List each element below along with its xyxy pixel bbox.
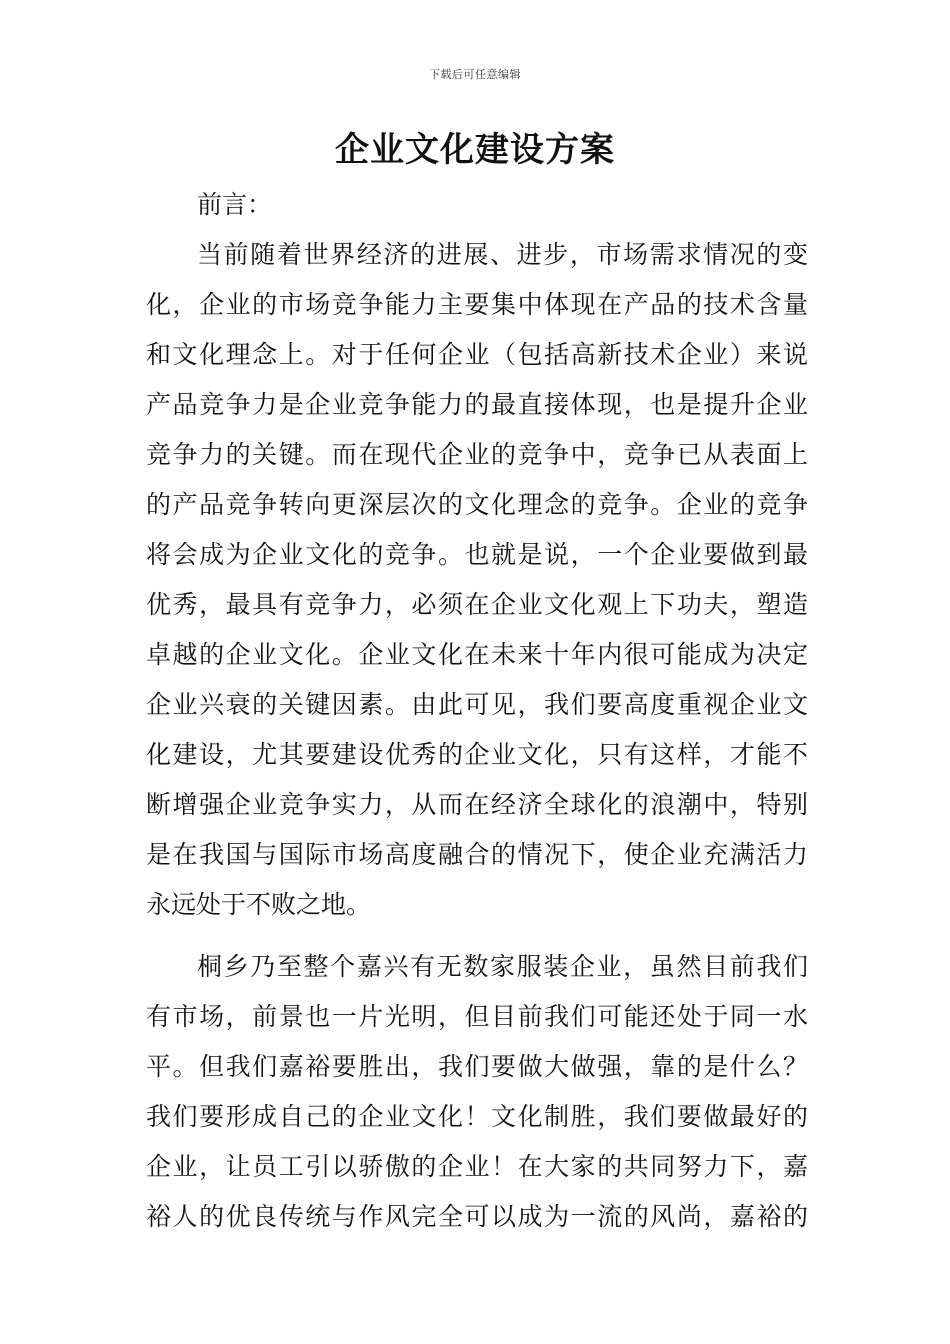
paragraph-line: 和文化理念上。对于任何企业（包括高新技术企业）来说 bbox=[146, 340, 808, 369]
paragraph-line: 是在我国与国际市场高度融合的情况下，使企业充满活力 bbox=[146, 840, 808, 869]
paragraph-line: 企业兴衰的关键因素。由此可见，我们要高度重视企业文 bbox=[146, 690, 808, 719]
paragraph-line: 将会成为企业文化的竞争。也就是说，一个企业要做到最 bbox=[146, 540, 808, 569]
paragraph-line: 桐乡乃至整个嘉兴有无数家服装企业，虽然目前我们 bbox=[197, 952, 808, 981]
paragraph-line: 化，企业的市场竞争能力主要集中体现在产品的技术含量 bbox=[146, 290, 808, 319]
paragraph-line: 卓越的企业文化。企业文化在未来十年内很可能成为决定 bbox=[146, 640, 808, 669]
header-note: 下载后可任意编辑 bbox=[429, 68, 521, 81]
document-title: 企业文化建设方案 bbox=[335, 130, 615, 170]
paragraph-2 bbox=[146, 942, 808, 1242]
paragraph-line: 竞争力的关键。而在现代企业的竞争中，竞争已从表面上 bbox=[146, 440, 808, 469]
paragraph-line: 平。但我们嘉裕要胜出，我们要做大做强，靠的是什么？ bbox=[146, 1052, 808, 1081]
paragraph-1 bbox=[146, 230, 808, 930]
preface-label: 前言： bbox=[197, 190, 273, 219]
paragraph-line: 断增强企业竞争实力，从而在经济全球化的浪潮中，特别 bbox=[146, 790, 808, 819]
document-body bbox=[146, 180, 808, 1242]
paragraph-line: 优秀，最具有竞争力，必须在企业文化观上下功夫，塑造 bbox=[146, 590, 808, 619]
paragraph-gap bbox=[146, 930, 808, 942]
paragraph-line: 永远处于不败之地。 bbox=[146, 890, 372, 919]
paragraph-line: 裕人的优良传统与作风完全可以成为一流的风尚，嘉裕的 bbox=[146, 1202, 808, 1231]
paragraph-line: 化建设，尤其要建设优秀的企业文化，只有这样，才能不 bbox=[146, 740, 808, 769]
paragraph-line: 产品竞争力是企业竞争能力的最直接体现，也是提升企业 bbox=[146, 390, 808, 419]
paragraph-line: 企业，让员工引以骄傲的企业！在大家的共同努力下，嘉 bbox=[146, 1152, 808, 1181]
paragraph-line: 的产品竞争转向更深层次的文化理念的竞争。企业的竞争 bbox=[146, 490, 808, 519]
paragraph-line: 当前随着世界经济的进展、进步，市场需求情况的变 bbox=[197, 240, 808, 269]
paragraph-line: 我们要形成自己的企业文化！文化制胜，我们要做最好的 bbox=[146, 1102, 808, 1131]
paragraph-line: 有市场，前景也一片光明，但目前我们可能还处于同一水 bbox=[146, 1002, 808, 1031]
